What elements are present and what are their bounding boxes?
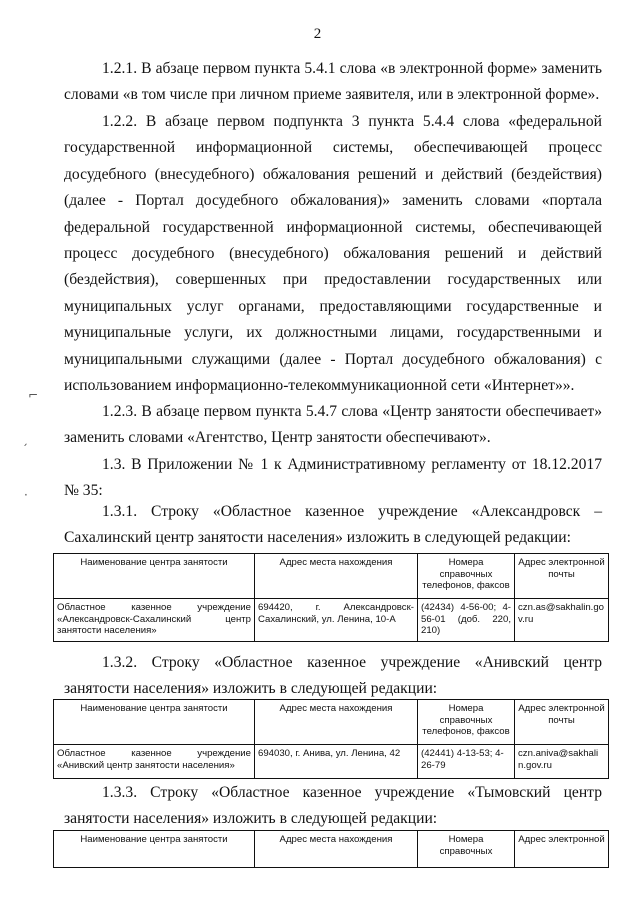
header-email: Адрес электронной почты [515, 554, 609, 599]
cell-email: czn.as@sakhalin.gov.ru [515, 599, 609, 642]
table-aleksandrovsk [53, 553, 609, 642]
header-email: Адрес электронной почты [515, 700, 609, 745]
table-header-row [54, 554, 609, 599]
header-name: Наименование центра занятости [54, 831, 255, 868]
cell-email: czn.aniva@sakhalin.gov.ru [515, 745, 609, 779]
table-header-row [54, 700, 609, 745]
header-phones: Номера справочных телефонов, факсов [418, 700, 515, 745]
header-address: Адрес места нахождения [255, 700, 418, 745]
paragraph-1-3-1: 1.3.1. Строку «Областное казенное учреждение «Александровск – Сахалинский центр занятости населения» изложить в следующей редакции: [64, 503, 602, 547]
header-address: Адрес места нахождения [255, 831, 418, 868]
header-phones: Номера справочных [418, 831, 515, 868]
cell-address: 694420, г. Александровск-Сахалинский, ул. Ленина, 10-А [255, 599, 418, 642]
table-header-row [54, 831, 609, 868]
paragraph-1-2-2: 1.2.2. В абзаце первом подпункта 3 пункта 5.4.4 слова «федеральной государственной информационной системы, обеспечивающей процесс досудебного (внесудебного) обжалования решений и действий (бездействия) (далее - Портал досудебного обжалования)» заменить словами «портала федеральной государственной информационной системы, обеспечивающей процесс досудебного (внесудебного) обжалования решений и действий (бездействия), совершенных при предоставлении государственных или муниципальных услуг органами, предоставляющими государственные и муниципальные услуги, их должностными лицами, государственными и муниципальными служащими (далее - Портал досудебного обжалования) с использованием информационно-телекоммуникационной сети «Интернет»». [64, 113, 602, 395]
margin-mark: · [24, 488, 28, 502]
cell-phones: (42434) 4-56-00; 4-56-01 (доб. 220, 210) [418, 599, 515, 642]
cell-name: Областное казенное учреждение «Анивский центр занятости населения» [54, 745, 255, 779]
paragraph-1-3: 1.3. В Приложении № 1 к Административному регламенту от 18.12.2017 № 35: [64, 456, 602, 500]
cell-phones: (42441) 4-13-53; 4-26-79 [418, 745, 515, 779]
cell-name: Областное казенное учреждение «Александровск-Сахалинский центр занятости населения» [54, 599, 255, 642]
table-row [54, 599, 609, 642]
header-email: Адрес электронной [515, 831, 609, 868]
paragraph-1-3-2: 1.3.2. Строку «Областное казенное учреждение «Анивский центр занятости населения» изложить в следующей редакции: [64, 654, 602, 698]
header-name: Наименование центра занятости [54, 554, 255, 599]
paragraph-1-3-3: 1.3.3. Строку «Областное казенное учреждение «Тымовский центр занятости населения» изложить в следующей редакции: [64, 784, 602, 828]
page-number: 2 [313, 26, 322, 42]
header-phones: Номера справочных телефонов, факсов [418, 554, 515, 599]
paragraph-1-2-1: 1.2.1. В абзаце первом пункта 5.4.1 слова «в электронной форме» заменить словами «в том числе при личном приеме заявителя, или в электронной форме». [64, 60, 602, 104]
table-row [54, 745, 609, 779]
table-aniva [53, 699, 609, 779]
margin-mark: ˏ [22, 432, 28, 446]
cell-address: 694030, г. Анива, ул. Ленина, 42 [255, 745, 418, 779]
header-name: Наименование центра занятости [54, 700, 255, 745]
table-tymovsk [53, 830, 609, 868]
paragraph-1-2-3: 1.2.3. В абзаце первом пункта 5.4.7 слова «Центр занятости обеспечивает» заменить словами «Агентство, Центр занятости обеспечивают». [64, 403, 602, 447]
header-address: Адрес места нахождения [255, 554, 418, 599]
margin-mark: ⌐ [28, 388, 39, 402]
